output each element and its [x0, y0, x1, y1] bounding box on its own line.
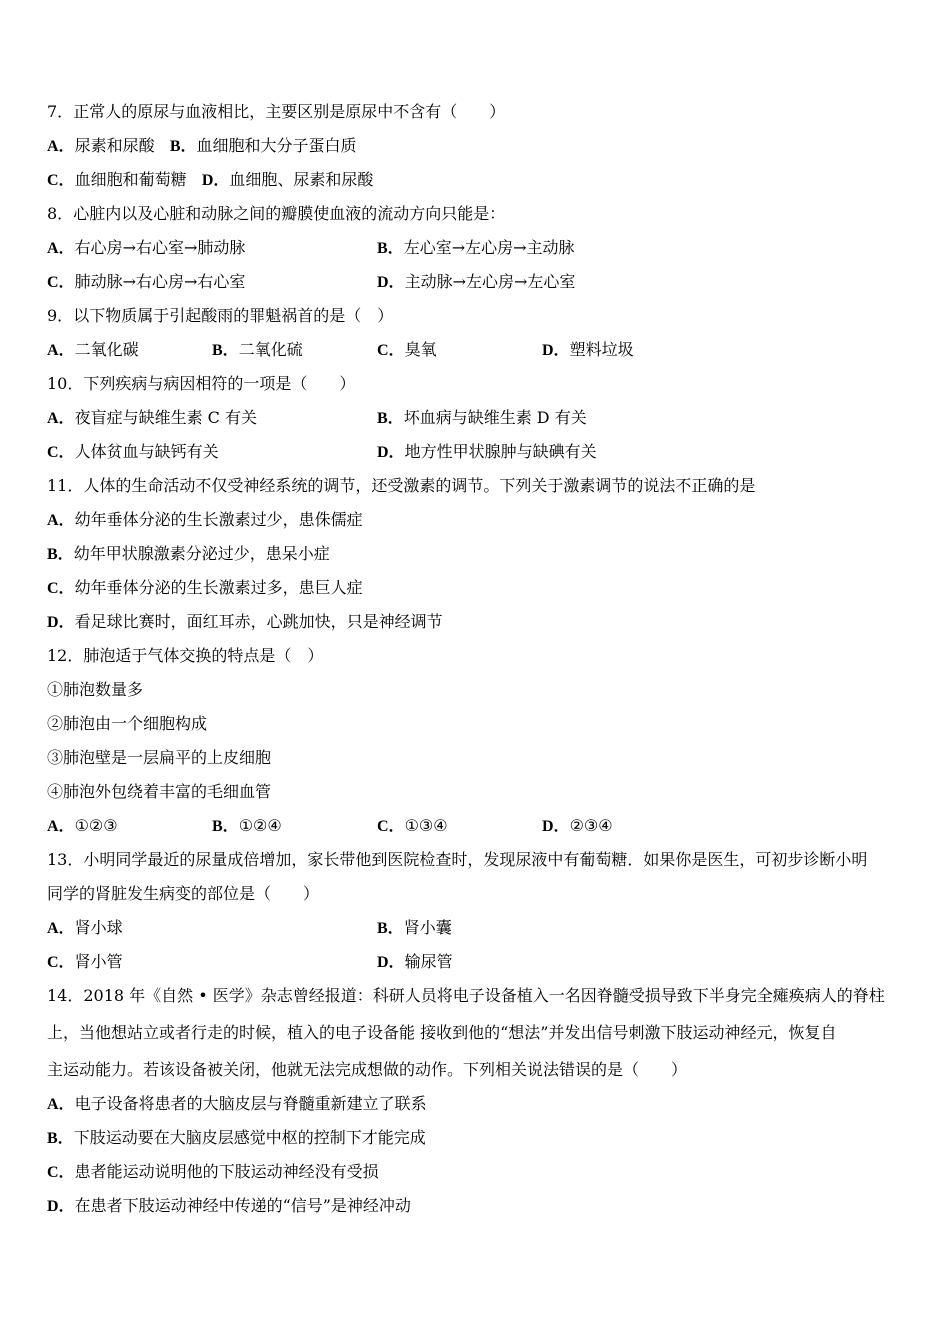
option-letter: C． — [377, 818, 405, 835]
option-letter: A． — [47, 240, 75, 257]
question-8-stem — [47, 204, 505, 224]
option-letter: C． — [47, 580, 75, 597]
question-text: 人体的生命活动不仅受神经系统的调节，还受激素的调节。下列关于激素调节的说法不正确的是 — [83, 476, 756, 495]
option-letter: C． — [47, 1164, 75, 1181]
question-number: 9． — [47, 306, 74, 325]
option-text: 电子设备将患者的大脑皮层与脊髓重新建立了联系 — [74, 1094, 427, 1113]
option-text: ①③④ — [404, 816, 448, 835]
question-text: 肺泡适于气体交换的特点是（ ） — [83, 646, 324, 665]
question-number: 13． — [47, 850, 84, 869]
question-9-stem — [47, 306, 393, 326]
option-letter: D． — [377, 274, 405, 291]
option-c — [377, 340, 437, 361]
option-letter: B． — [212, 342, 239, 359]
option-text: 幼年垂体分泌的生长激素过少，患侏儒症 — [74, 510, 363, 529]
question-12-stem — [47, 646, 323, 666]
option-a — [47, 238, 245, 259]
option-letter: D． — [201, 172, 230, 189]
option-text: 尿素和尿酸 — [74, 136, 155, 155]
question-number: 10． — [47, 374, 84, 393]
question-text: 小明同学最近的尿量成倍增加，家长带他到医院检查时，发现尿液中有葡萄糖．如果你是医生，可初步诊断小明 — [83, 850, 868, 869]
option-letter: B． — [377, 920, 404, 937]
option-letter: D． — [542, 342, 570, 359]
question-14-option-b — [47, 1128, 426, 1149]
option-c — [377, 816, 448, 837]
question-7-stem — [47, 102, 505, 122]
option-text: 臭氧 — [404, 340, 437, 359]
option-text: 在患者下肢运动神经中传递的“信号”是神经冲动 — [74, 1196, 411, 1215]
option-text: 地方性甲状腺肿与缺碘有关 — [404, 442, 597, 461]
option-letter: D． — [377, 444, 405, 461]
question-11-option-b — [47, 544, 330, 565]
question-number: 12． — [47, 646, 84, 665]
option-text: 肾小球 — [74, 918, 123, 937]
option-d — [377, 952, 453, 973]
statement-item: ②肺泡由一个细胞构成 — [47, 714, 208, 733]
option-text: 血细胞、尿素和尿酸 — [229, 170, 374, 189]
question-14-stem-line-3: 主运动能力。若该设备被关闭，他就无法完成想做的动作。下列相关说法错误的是（ ） — [47, 1060, 688, 1079]
question-text: 正常人的原尿与血液相比，主要区别是原尿中不含有（ ） — [73, 102, 506, 121]
option-text: 人体贫血与缺钙有关 — [74, 442, 219, 461]
option-letter: A． — [47, 410, 75, 427]
option-text: 肾小囊 — [403, 918, 452, 937]
question-14-option-d — [47, 1196, 411, 1217]
option-b — [377, 238, 575, 259]
option-b — [377, 918, 452, 939]
question-number: 7． — [47, 102, 74, 121]
option-text: 坏血病与缺维生素 D 有关 — [403, 408, 587, 427]
option-letter: B． — [377, 240, 404, 257]
option-text: 二氧化碳 — [74, 340, 139, 359]
question-11-option-a — [47, 510, 363, 531]
option-text: 幼年甲状腺激素分泌过少，患呆小症 — [73, 544, 330, 563]
option-c — [47, 952, 123, 973]
statement-item: ①肺泡数量多 — [47, 680, 144, 699]
option-letter: A． — [47, 138, 75, 155]
option-text: ②③④ — [569, 816, 613, 835]
option-d — [542, 340, 634, 361]
option-letter: B． — [169, 138, 197, 155]
option-letter: A． — [47, 342, 75, 359]
question-7-options-cd — [47, 170, 373, 191]
option-text: 患者能运动说明他的下肢运动神经没有受损 — [74, 1162, 379, 1181]
option-a — [47, 816, 118, 837]
option-d — [542, 816, 613, 837]
option-letter: C． — [47, 444, 75, 461]
question-10-stem — [47, 374, 355, 394]
question-7-options-ab — [47, 136, 357, 157]
option-text: 幼年垂体分泌的生长激素过多，患巨人症 — [74, 578, 363, 597]
option-text: 左心室→左心房→主动脉 — [403, 238, 575, 257]
option-letter: A． — [47, 1096, 75, 1113]
option-a — [47, 918, 123, 939]
option-text: ①②④ — [238, 816, 282, 835]
option-b — [377, 408, 587, 429]
option-a — [47, 408, 257, 429]
option-letter: C． — [47, 172, 75, 189]
option-b — [212, 816, 282, 837]
question-text: 2018 年《自然 • 医学》杂志曾经报道：科研人员将电子设备植入一名因脊髓受损导致下半身完全瘫痪病人的脊柱 — [83, 986, 885, 1005]
option-d — [377, 442, 597, 463]
option-letter: B． — [47, 1130, 74, 1147]
option-text: 塑料垃圾 — [569, 340, 634, 359]
question-14-stem-line-1 — [47, 986, 885, 1006]
question-number: 14． — [47, 986, 84, 1005]
statement-item: ④肺泡外包绕着丰富的毛细血管 — [47, 782, 272, 801]
option-text: 血细胞和葡萄糖 — [74, 170, 187, 189]
option-c — [47, 272, 245, 293]
option-b — [212, 340, 303, 361]
question-11-option-d — [47, 612, 443, 633]
option-letter: B． — [212, 818, 239, 835]
option-a — [47, 340, 139, 361]
question-11-option-c — [47, 578, 363, 599]
question-text: 心脏内以及心脏和动脉之间的瓣膜使血液的流动方向只能是： — [73, 204, 506, 223]
question-13-stem-line-2: 同学的肾脏发生病变的部位是（ ） — [47, 884, 320, 903]
option-letter: D． — [377, 954, 405, 971]
option-text: 下肢运动要在大脑皮层感觉中枢的控制下才能完成 — [73, 1128, 426, 1147]
question-14-option-c — [47, 1162, 379, 1183]
option-text: 血细胞和大分子蛋白质 — [196, 136, 357, 155]
option-letter: B． — [47, 546, 74, 563]
option-letter: B． — [377, 410, 404, 427]
option-letter: D． — [47, 1198, 75, 1215]
question-14-stem-line-2: 上，当他想站立或者行走的时候，植入的电子设备能 接收到他的“想法”并发出信号刺激下肢运动神经元，恢复自 — [47, 1023, 837, 1042]
option-letter: C． — [47, 274, 75, 291]
question-number: 8． — [47, 204, 74, 223]
question-number: 11． — [47, 476, 84, 495]
option-letter: A． — [47, 818, 75, 835]
option-text: 主动脉→左心房→左心室 — [404, 272, 576, 291]
option-letter: C． — [47, 954, 75, 971]
option-text: 肺动脉→右心房→右心室 — [74, 272, 246, 291]
option-c — [47, 442, 219, 463]
option-text: 肾小管 — [74, 952, 123, 971]
option-text: 看足球比赛时，面红耳赤，心跳加快，只是神经调节 — [74, 612, 443, 631]
statement-item: ③肺泡壁是一层扁平的上皮细胞 — [47, 748, 272, 767]
option-letter: D． — [542, 818, 570, 835]
option-text: ①②③ — [74, 816, 118, 835]
option-letter: A． — [47, 512, 75, 529]
option-text: 右心房→右心室→肺动脉 — [74, 238, 246, 257]
question-11-stem — [47, 476, 755, 496]
option-text: 输尿管 — [404, 952, 453, 971]
option-letter: C． — [377, 342, 405, 359]
question-text: 以下物质属于引起酸雨的罪魁祸首的是（ ） — [73, 306, 394, 325]
option-letter: A． — [47, 920, 75, 937]
option-letter: D． — [47, 614, 75, 631]
option-text: 二氧化硫 — [238, 340, 303, 359]
question-13-stem-line-1 — [47, 850, 867, 870]
option-text: 夜盲症与缺维生素 C 有关 — [74, 408, 257, 427]
option-d — [377, 272, 575, 293]
question-14-option-a — [47, 1094, 427, 1115]
question-text: 下列疾病与病因相符的一项是（ ） — [83, 374, 356, 393]
